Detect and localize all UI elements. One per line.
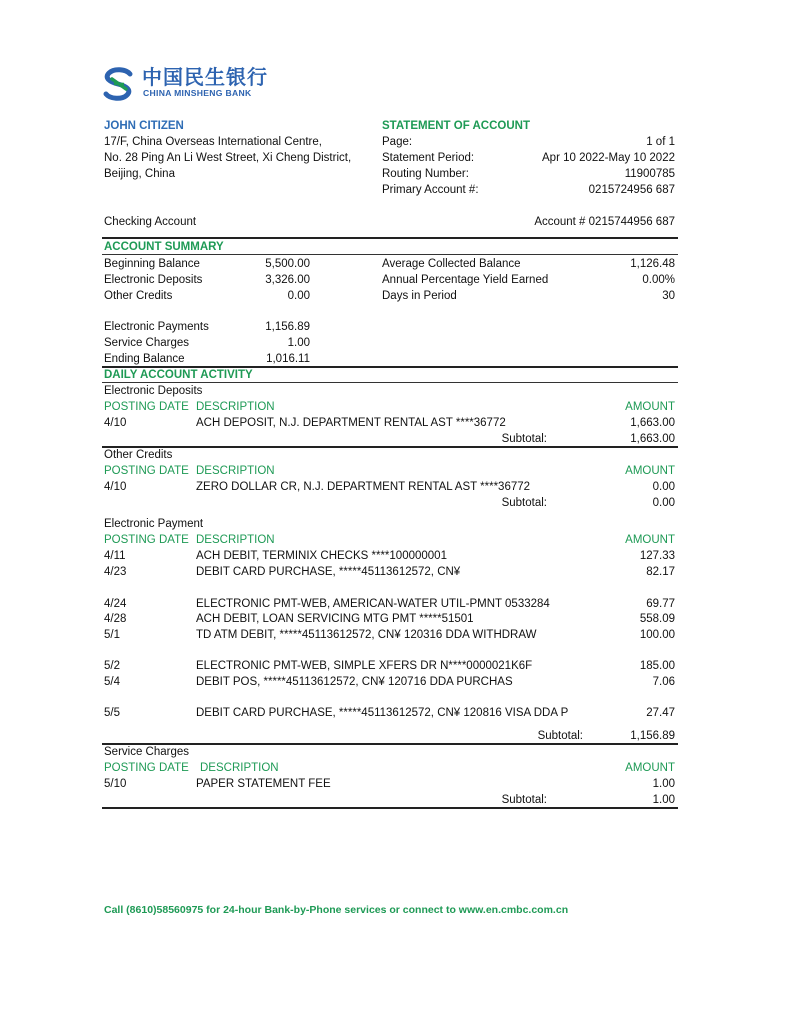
field-value: 1 of 1 (646, 136, 675, 148)
column-posting-date: POSTING DATE (104, 401, 189, 413)
summary-row (104, 288, 675, 304)
transaction-date: 5/4 (104, 676, 120, 688)
summary-label: Annual Percentage Yield Earned (382, 274, 549, 286)
summary-label: Beginning Balance (104, 258, 200, 270)
column-header-row (104, 532, 675, 548)
column-description: DESCRIPTION (196, 401, 275, 413)
transaction-amount: 0.00 (652, 481, 675, 493)
transaction-row (104, 674, 675, 690)
subtotal-value: 0.00 (652, 497, 675, 509)
subtotal-row (104, 431, 675, 447)
transaction-description: ACH DEBIT, TERMINIX CHECKS ****100000001 (196, 550, 447, 562)
transaction-amount: 1.00 (652, 778, 675, 790)
subtotal-row (104, 792, 675, 808)
transaction-amount: 185.00 (639, 660, 675, 672)
subtotal-value: 1.00 (652, 794, 675, 806)
transaction-date: 4/10 (104, 481, 127, 493)
transaction-row (104, 705, 675, 721)
transaction-date: 4/10 (104, 417, 127, 429)
field-value: 11900785 (624, 168, 675, 180)
address-line-3: Beijing, China (104, 168, 175, 180)
summary-row (104, 319, 675, 335)
field-label: Routing Number: (382, 168, 469, 180)
summary-value: 1,126.48 (630, 258, 675, 270)
transaction-date: 4/24 (104, 598, 127, 610)
transaction-amount: 69.77 (646, 598, 675, 610)
summary-value: 30 (662, 290, 675, 302)
transaction-date: 5/10 (104, 778, 127, 790)
summary-label: Average Collected Balance (382, 258, 521, 270)
divider (102, 254, 678, 255)
summary-label: Electronic Payments (104, 321, 209, 333)
column-header-row (104, 399, 675, 415)
transaction-description: ACH DEPOSIT, N.J. DEPARTMENT RENTAL AST ****36772 (196, 417, 506, 429)
transaction-row (104, 611, 675, 627)
daily-activity-title: DAILY ACCOUNT ACTIVITY (104, 369, 253, 381)
column-posting-date: POSTING DATE (104, 762, 189, 774)
summary-value: 5,500.00 (265, 258, 310, 270)
field-label: Primary Account #: (382, 184, 479, 196)
statement-field-routing (382, 166, 675, 182)
address-line-1: 17/F, China Overseas International Centre, (104, 136, 322, 148)
column-posting-date: POSTING DATE (104, 534, 189, 546)
summary-label: Service Charges (104, 337, 190, 349)
summary-label: Days in Period (382, 290, 457, 302)
transaction-description: DEBIT CARD PURCHASE, *****45113612572, CN¥ (196, 566, 461, 578)
bank-logo-icon (100, 66, 138, 102)
transaction-date: 4/11 (104, 550, 126, 562)
summary-value: 1.00 (287, 337, 310, 349)
transaction-description: ACH DEBIT, LOAN SERVICING MTG PMT *****51501 (196, 613, 474, 625)
summary-label: Ending Balance (104, 353, 185, 365)
summary-value: 1,016.11 (266, 353, 310, 365)
transaction-date: 5/5 (104, 707, 120, 719)
transaction-row (104, 548, 675, 564)
summary-label: Other Credits (104, 290, 173, 302)
section-title-electronic-payment: Electronic Payment (104, 518, 204, 530)
transaction-description: ZERO DOLLAR CR, N.J. DEPARTMENT RENTAL AST ****36772 (196, 481, 531, 493)
section-title-electronic-deposits: Electronic Deposits (104, 385, 203, 397)
transaction-amount: 100.00 (639, 629, 675, 641)
subtotal-label: Subtotal: (501, 794, 547, 806)
column-amount: AMOUNT (625, 401, 675, 413)
summary-value: 1,156.89 (265, 321, 310, 333)
column-description: DESCRIPTION (196, 465, 275, 477)
transaction-row (104, 479, 675, 495)
summary-value: 0.00 (287, 290, 310, 302)
subtotal-row (104, 495, 675, 511)
statement-title: STATEMENT OF ACCOUNT (382, 120, 530, 132)
summary-label: Electronic Deposits (104, 274, 203, 286)
field-value: Apr 10 2022-May 10 2022 (542, 152, 675, 164)
transaction-row (104, 415, 675, 431)
statement-field-page (382, 134, 675, 150)
divider (102, 807, 678, 809)
transaction-amount: 82.17 (646, 566, 675, 578)
subtotal-value: 1,156.89 (630, 730, 675, 742)
transaction-date: 5/1 (104, 629, 120, 641)
transaction-row (104, 596, 675, 612)
transaction-row (104, 627, 675, 643)
field-value: 0215724956 687 (588, 184, 675, 196)
column-description: DESCRIPTION (196, 534, 275, 546)
transaction-date: 4/28 (104, 613, 127, 625)
transaction-amount: 1,663.00 (630, 417, 675, 429)
bank-name-chinese: 中国民生银行 (142, 65, 268, 89)
customer-name: JOHN CITIZEN (104, 120, 184, 132)
subtotal-value: 1,663.00 (630, 433, 675, 445)
field-label: Page: (382, 136, 413, 148)
section-title-service-charges: Service Charges (104, 746, 190, 758)
column-header-row (104, 760, 675, 776)
transaction-description: TD ATM DEBIT, *****45113612572, CN¥ 120316 DDA WITHDRAW (196, 629, 537, 641)
account-number: Account # 0215744956 687 (534, 216, 675, 228)
footer-contact-text: Call (8610)58560975 for 24-hour Bank-by-Phone services or connect to www.en.cmbc.com.cn (104, 904, 569, 916)
transaction-description: DEBIT CARD PURCHASE, *****45113612572, CN¥ 120816 VISA DDA P (196, 707, 569, 719)
transaction-description: ELECTRONIC PMT-WEB, AMERICAN-WATER UTIL-PMNT 0533284 (196, 598, 550, 610)
transaction-amount: 558.09 (639, 613, 675, 625)
transaction-date: 4/23 (104, 566, 127, 578)
account-type: Checking Account (104, 216, 197, 228)
bank-name-english: CHINA MINSHENG BANK (143, 88, 252, 98)
transaction-description: ELECTRONIC PMT-WEB, SIMPLE XFERS DR N****0000021K6F (196, 660, 533, 672)
subtotal-label: Subtotal: (501, 497, 547, 509)
summary-row (104, 351, 675, 367)
column-description: DESCRIPTION (200, 762, 279, 774)
transaction-row (104, 776, 675, 792)
section-title-other-credits: Other Credits (104, 449, 173, 461)
transaction-row (104, 658, 675, 674)
summary-value: 0.00% (642, 274, 675, 286)
transaction-amount: 127.33 (639, 550, 675, 562)
column-posting-date: POSTING DATE (104, 465, 189, 477)
statement-field-period (382, 150, 675, 166)
transaction-row (104, 564, 675, 580)
field-label: Statement Period: (382, 152, 475, 164)
summary-row (104, 272, 675, 288)
column-amount: AMOUNT (625, 762, 675, 774)
transaction-amount: 7.06 (652, 676, 675, 688)
subtotal-row (104, 728, 675, 744)
address-line-2: No. 28 Ping An Li West Street, Xi Cheng District, (104, 152, 352, 164)
transaction-description: DEBIT POS, *****45113612572, CN¥ 120716 DDA PURCHAS (196, 676, 513, 688)
summary-row (104, 256, 675, 272)
transaction-description: PAPER STATEMENT FEE (196, 778, 331, 790)
column-amount: AMOUNT (625, 465, 675, 477)
summary-value: 3,326.00 (265, 274, 310, 286)
column-amount: AMOUNT (625, 534, 675, 546)
account-line (104, 214, 675, 230)
account-summary-title: ACCOUNT SUMMARY (104, 241, 224, 253)
transaction-date: 5/2 (104, 660, 120, 672)
column-header-row (104, 463, 675, 479)
subtotal-label: Subtotal: (537, 730, 583, 742)
statement-field-primary-account (382, 182, 675, 198)
subtotal-label: Subtotal: (501, 433, 547, 445)
transaction-amount: 27.47 (646, 707, 675, 719)
bank-logo (100, 66, 290, 102)
summary-row (104, 335, 675, 351)
